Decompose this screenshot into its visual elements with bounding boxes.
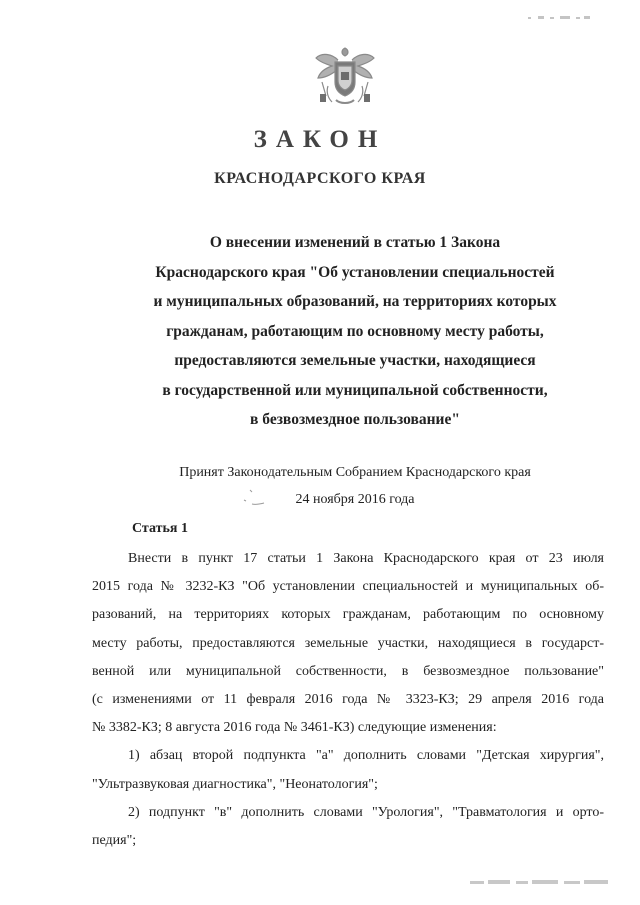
heading-line: О внесении изменений в статью 1 Закона xyxy=(209,234,501,251)
adoption-note xyxy=(120,459,590,513)
document-subtitle: КРАСНОДАРСКОГО КРАЯ xyxy=(214,170,426,187)
heading-line: и муниципальных образований, на территориях которых xyxy=(153,293,557,310)
faint-stamp-top xyxy=(528,8,592,14)
text-line: (с изменениями от 11 февраля 2016 года № 3323-КЗ; 29 апреля 2016 года xyxy=(92,692,604,708)
text-line: 2015 года № 3232-КЗ "Об установлении специальностей и муниципальных об- xyxy=(92,579,604,595)
heading-line: в государственной или муниципальной собственности, xyxy=(162,381,548,399)
article-body xyxy=(92,545,604,855)
text-line: 1) абзац второй подпункта "а" дополнить словами "Детская хирургия", xyxy=(128,748,604,764)
handwritten-mark-icon xyxy=(240,486,270,508)
adopted-by: Принят Законодательным Собранием Краснодарского края xyxy=(179,465,531,480)
heading-line: в безвозмездное пользование" xyxy=(250,411,460,428)
text-line: "Ультразвуковая диагностика", "Неонатология"; xyxy=(92,776,378,792)
text-line: месту работы, предоставляются земельные участки, находящиеся в государст- xyxy=(92,635,604,651)
heading-line: гражданам, работающим по основному месту работы, xyxy=(166,322,544,340)
text-line: венной или муниципальной собственности, в безвозмездное пользование" xyxy=(92,663,604,679)
heading-line: предоставляются земельные участки, находящиеся xyxy=(174,352,536,369)
text-line: разований, на территориях которых гражданам, работающим по основному xyxy=(92,607,604,623)
faint-stamp-bottom xyxy=(470,873,610,881)
text-line: Внести в пункт 17 статьи 1 Закона Краснодарского края от 23 июля xyxy=(128,551,604,566)
coat-of-arms-icon xyxy=(308,42,382,108)
text-line: педия"; xyxy=(92,833,137,849)
item-1 xyxy=(92,742,604,798)
item-2 xyxy=(92,799,604,855)
law-heading xyxy=(120,228,590,435)
article-title: Статья 1 xyxy=(132,521,188,536)
heading-line: Краснодарского края "Об установлении специальностей xyxy=(155,263,555,281)
adopted-date: 24 ноября 2016 года xyxy=(295,492,415,507)
document-title: ЗАКОН xyxy=(253,126,387,153)
text-line: № 3382-КЗ; 8 августа 2016 года № 3461-КЗ) следующие изменения: xyxy=(92,720,497,736)
paragraph-1 xyxy=(92,545,604,742)
text-line: 2) подпункт "в" дополнить словами "Урология", "Травматология и орто- xyxy=(128,804,604,820)
